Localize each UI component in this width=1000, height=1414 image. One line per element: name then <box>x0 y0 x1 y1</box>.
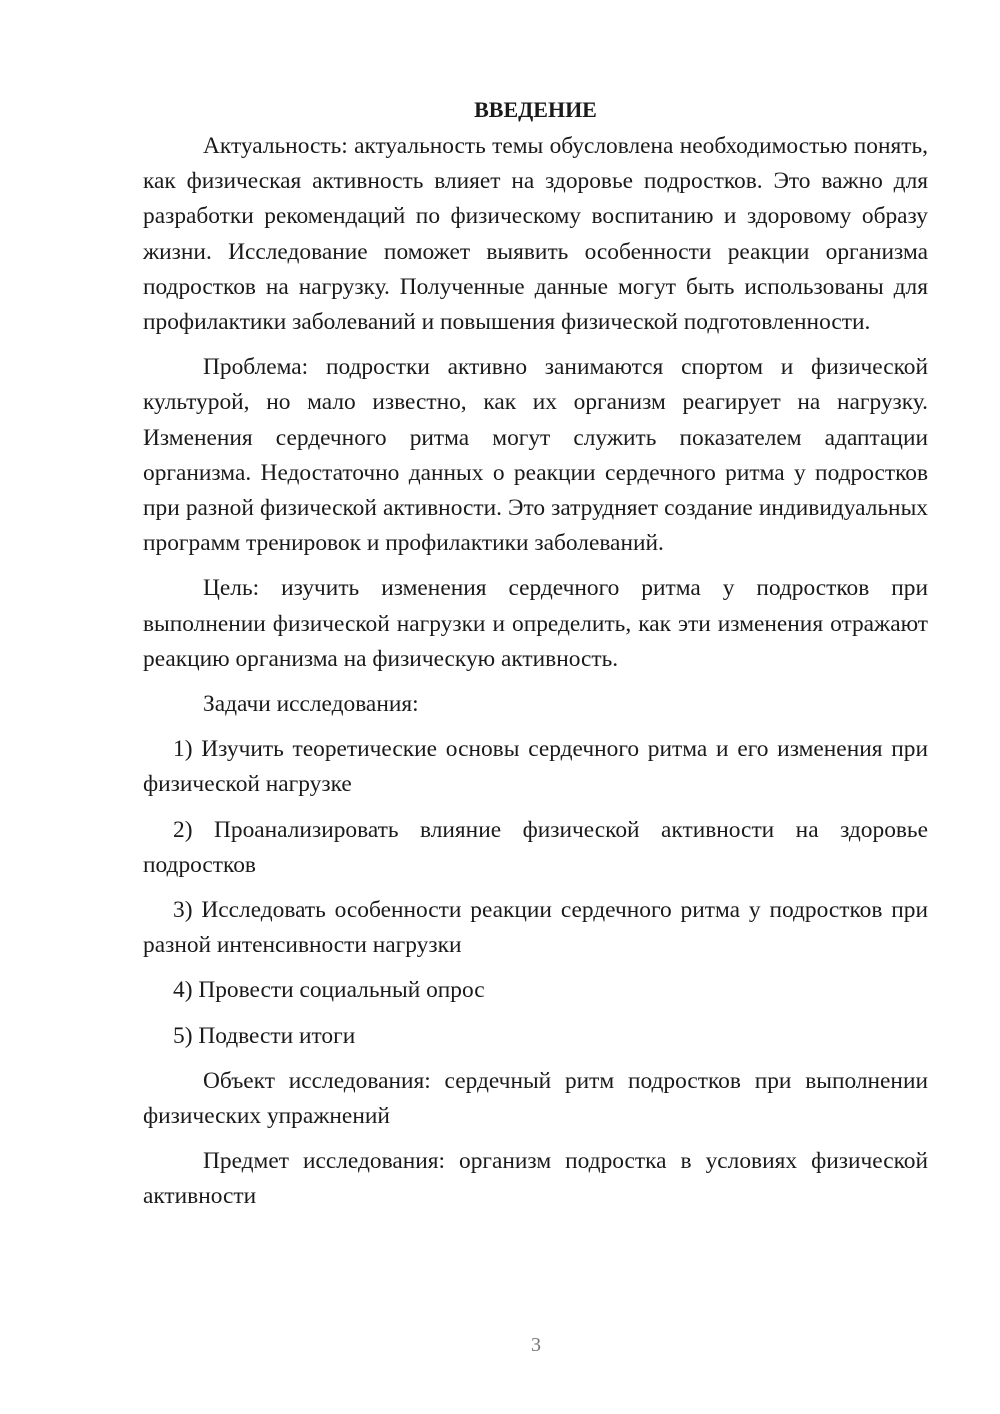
paragraph-relevance: Актуальность: актуальность темы обусловлена необходимостью понять, как физическая активность влияет на здоровье подростков. Это важно для разработки рекомендаций по физическому воспитанию и здоровому образу жизни. Исследование поможет выявить особенности реакции организма подростков на нагрузку. Полученные данные могут быть использованы для профилактики заболеваний и повышения физической подготовленности. <box>143 133 928 336</box>
paragraph-goal: Цель: изучить изменения сердечного ритма у подростков при выполнении физической нагрузки и определить, как эти изменения отражают реакцию организма на физическую активность. <box>143 575 928 672</box>
list-item: 5) Подвести итоги <box>173 1022 356 1049</box>
section-heading: ВВЕДЕНИЕ <box>474 97 597 122</box>
list-item: 2) Проанализировать влияние физической активности на здоровье подростков <box>143 816 928 878</box>
page-number: 3 <box>531 1334 541 1356</box>
tasks-list <box>143 732 928 1054</box>
tasks-label: Задачи исследования: <box>203 691 419 718</box>
paragraph-problem: Проблема: подростки активно занимаются спортом и физической культурой, но мало известно, как их организм реагирует на нагрузку. Изменения сердечного ритма могут служить показателем адаптации организма. Недостаточно данных о реакции сердечного ритма у подростков при разной физической активности. Это затрудняет создание индивидуальных программ тренировок и профилактики заболеваний. <box>143 354 928 557</box>
list-item: 4) Провести социальный опрос <box>173 977 485 1004</box>
page-content <box>143 92 928 1225</box>
list-item: 1) Изучить теоретические основы сердечного ритма и его изменения при физической нагрузке <box>143 736 928 798</box>
paragraph-subject: Предмет исследования: организм подростка в условиях физической активности <box>143 1148 928 1210</box>
list-item: 3) Исследовать особенности реакции сердечного ритма у подростков при разной интенсивности нагрузки <box>143 897 928 959</box>
paragraph-object: Объект исследования: сердечный ритм подростков при выполнении физических упражнений <box>143 1067 928 1130</box>
